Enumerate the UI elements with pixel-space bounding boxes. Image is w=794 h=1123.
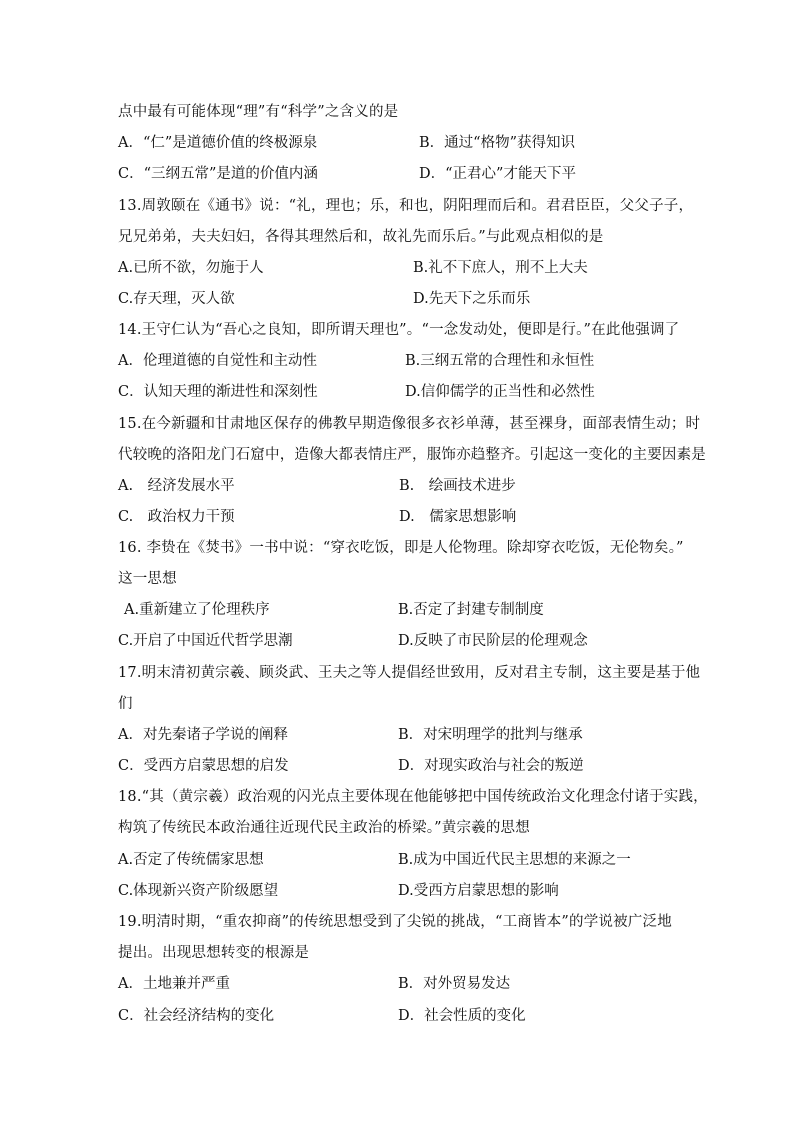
- question-18-stem-line-1: 18.“其（黄宗羲）政治观的闪光点主要体现在他能够把中国传统政治文化理念付诸于实践，: [118, 789, 708, 805]
- question-14-stem: 14.王守仁认为“吾心之良知，即所谓天理也”。“一念发动处，便即是行。”在此他强调了: [118, 322, 680, 338]
- q12-option-b: B．通过“格物”获得知识: [419, 135, 575, 151]
- question-14-options-row-1: [118, 351, 688, 371]
- q15-option-b: B. 绘画技术进步: [399, 478, 516, 494]
- question-19-options-row-1: [118, 974, 688, 994]
- q18-option-a: A.否定了传统儒家思想: [118, 852, 264, 868]
- question-16-options-row-2: [118, 631, 688, 651]
- q13-option-d: D.先天下之乐而乐: [413, 291, 531, 307]
- q16-option-b: B.否定了封建专制制度: [398, 602, 544, 618]
- question-15-stem-line-2: 代较晚的洛阳龙门石窟中，造像大都表情庄严，服饰亦趋整齐。引起这一变化的主要因素是: [118, 447, 706, 463]
- question-18-stem-line-2: 构筑了传统民本政治通往近现代民主政治的桥梁。”黄宗羲的思想: [118, 820, 530, 836]
- q14-option-a: A．伦理道德的自觉性和主动性: [118, 353, 317, 369]
- question-16-stem-line-2: 这一思想: [118, 571, 177, 587]
- question-13-options-row-2: [118, 289, 688, 309]
- question-15-options-row-1: [118, 476, 688, 496]
- q13-option-c: C.存天理，灭人欲: [118, 291, 235, 307]
- question-16-options-row-1: [124, 600, 694, 620]
- question-12-options-row-1: [118, 133, 688, 153]
- q16-option-c: C.开启了中国近代哲学思潮: [118, 633, 293, 649]
- question-15-stem-line-1: 15.在今新疆和甘肃地区保存的佛教早期造像很多衣衫单薄，甚至裸身，面部表情生动；时: [118, 416, 701, 432]
- q17-option-c: C．受西方启蒙思想的启发: [118, 758, 289, 774]
- q15-option-d: D. 儒家思想影响: [399, 509, 517, 525]
- question-14-options-row-2: [118, 382, 688, 402]
- q19-option-c: C．社会经济结构的变化: [118, 1008, 275, 1024]
- question-17-options-row-1: [118, 725, 688, 745]
- q19-option-a: A．土地兼并严重: [118, 976, 230, 992]
- question-19-options-row-2: [118, 1006, 688, 1026]
- q16-option-a: A.重新建立了伦理秩序: [124, 602, 270, 618]
- q19-option-d: D．社会性质的变化: [398, 1008, 526, 1024]
- q18-option-c: C.体现新兴资产阶级愿望: [118, 883, 279, 899]
- question-13-stem-line-2: 兄兄弟弟，夫夫妇妇，各得其理然后和，故礼先而乐后。”与此观点相似的是: [118, 229, 604, 245]
- q12-option-c: C．“三纲五常”是道的价值内涵: [118, 166, 318, 182]
- q14-option-c: C．认知天理的渐进性和深刻性: [118, 384, 318, 400]
- q13-option-b: B.礼不下庶人，刑不上大夫: [413, 260, 588, 276]
- q19-option-b: B．对外贸易发达: [398, 976, 511, 992]
- question-19-stem-line-1: 19.明清时期，“重农抑商”的传统思想受到了尖锐的挑战，“工商皆本”的学说被广泛地: [118, 914, 672, 930]
- q17-option-b: B．对宋明理学的批判与继承: [398, 727, 583, 743]
- question-12-stem-tail: 点中最有可能体现“理”有“科学”之含义的是: [118, 104, 399, 120]
- q15-option-c: C. 政治权力干预: [118, 509, 235, 525]
- question-13-options-row-1: [118, 258, 688, 278]
- q15-option-a: A. 经济发展水平: [118, 478, 235, 494]
- q14-option-d: D.信仰儒学的正当性和必然性: [405, 384, 595, 400]
- q17-option-a: A．对先秦诸子学说的阐释: [118, 727, 288, 743]
- q17-option-d: D．对现实政治与社会的叛逆: [398, 758, 584, 774]
- question-17-stem-line-1: 17.明末清初黄宗羲、顾炎武、王夫之等人提倡经世致用，反对君主专制，这主要是基于他: [118, 665, 701, 681]
- question-13-stem-line-1: 13.周敦颐在《通书》说：“礼，理也；乐，和也，阴阳理而后和。君君臣臣，父父子子，: [118, 198, 694, 214]
- q12-option-a: A．“仁”是道德价值的终极源泉: [118, 135, 318, 151]
- q18-option-d: D.受西方启蒙思想的影响: [398, 883, 559, 899]
- q18-option-b: B.成为中国近代民主思想的来源之一: [398, 852, 631, 868]
- q14-option-b: B.三纲五常的合理性和永恒性: [405, 353, 595, 369]
- question-16-stem-line-1: 16. 李贽在《焚书》一书中说：“穿衣吃饭，即是人伦物理。除却穿衣吃饭，无伦物矣。”: [118, 540, 684, 556]
- question-18-options-row-1: [118, 850, 688, 870]
- q12-option-d: D．“正君心”才能天下平: [419, 166, 576, 182]
- question-18-options-row-2: [118, 881, 688, 901]
- question-12-options-row-2: [118, 164, 688, 184]
- q13-option-a: A.已所不欲，勿施于人: [118, 260, 264, 276]
- question-17-stem-line-2: 们: [118, 696, 133, 712]
- question-19-stem-line-2: 提出。出现思想转变的根源是: [118, 945, 310, 961]
- q16-option-d: D.反映了市民阶层的伦理观念: [398, 633, 588, 649]
- question-15-options-row-2: [118, 507, 688, 527]
- question-17-options-row-2: [118, 756, 688, 776]
